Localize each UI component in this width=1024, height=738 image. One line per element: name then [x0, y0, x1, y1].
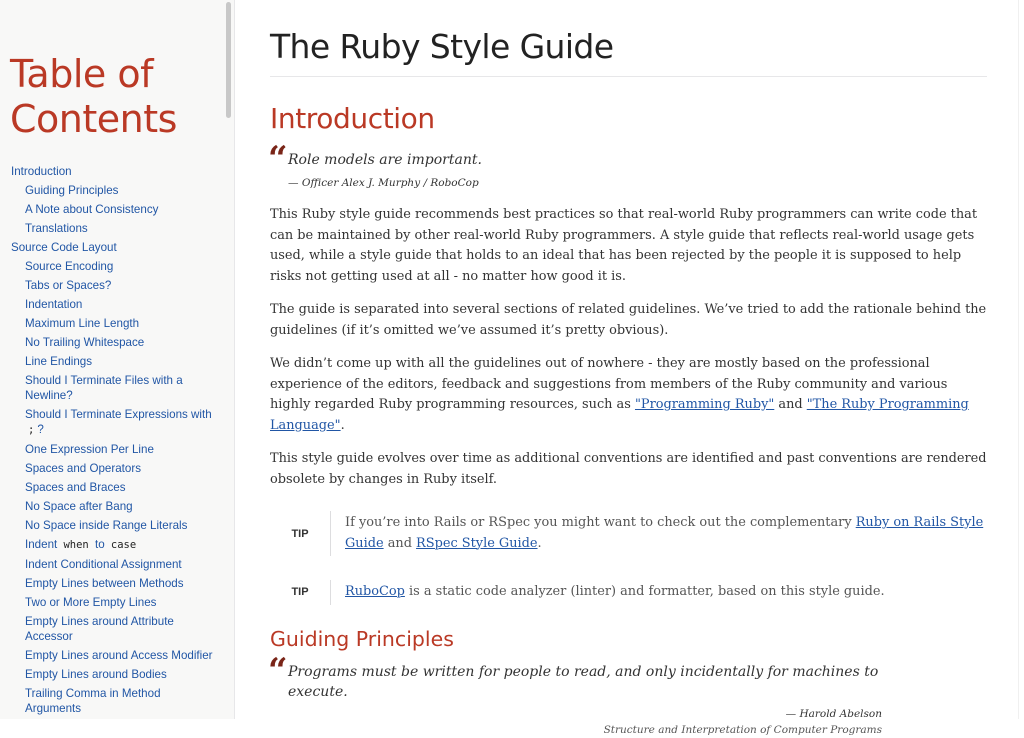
section-heading-introduction: Introduction [270, 102, 435, 135]
paragraph: The guide is separated into several sections of related guidelines. We’ve tried to add the rationale behind the guidelines (if it’s omitted we’ve assumed it’s pretty obvious). [270, 302, 987, 338]
quote-block [268, 650, 882, 738]
toc-link-empty-lines-attribute-accessor[interactable]: Empty Lines around Attribute Accessor [25, 615, 174, 643]
toc-link-source-encoding[interactable]: Source Encoding [25, 260, 114, 273]
toc-link-translations[interactable]: Translations [25, 222, 88, 235]
toc-link-no-space-range-literals[interactable]: No Space inside Range Literals [25, 519, 188, 532]
paragraph-text: We didn’t come up with all the guidelines out of nowhere - they are mostly based on the professional experience of the editors, feedback and suggestions from members of the Ruby community and various highly regarded Ruby programming resources, such as [270, 356, 948, 412]
quote-text: Role models are important. [288, 152, 482, 168]
paragraph-text: . [340, 417, 345, 433]
link-rails-style-guide[interactable]: Ruby on Rails Style Guide [345, 515, 984, 551]
quote-mark-icon: “ [268, 650, 288, 691]
link-rspec-style-guide[interactable]: RSpec Style Guide [416, 535, 538, 551]
quote-citation: Structure and Interpretation of Computer Programs [603, 723, 882, 736]
page-edge-divider [1018, 0, 1019, 719]
toc-link-trailing-comma-method-args[interactable]: Trailing Comma in Method Arguments [25, 687, 161, 715]
tip-text: and [383, 535, 417, 551]
toc-code: when [63, 539, 89, 551]
toc-link-two-or-more-empty-lines[interactable]: Two or More Empty Lines [25, 596, 157, 609]
tip-label: TIP [291, 586, 309, 599]
toc-link-empty-lines-bodies[interactable]: Empty Lines around Bodies [25, 668, 167, 681]
toc-link-text: to [95, 538, 105, 551]
tip-admonition [270, 511, 987, 556]
tip-admonition [270, 580, 987, 605]
toc-link-guiding-principles[interactable]: Guiding Principles [25, 184, 119, 197]
toc-link-text: Should I Terminate Expressions with [25, 408, 212, 421]
quote-mark-icon: “ [268, 139, 288, 179]
toc-link-empty-lines-between-methods[interactable]: Empty Lines between Methods [25, 577, 184, 590]
toc-link-text: ? [37, 423, 44, 436]
section-heading-guiding-principles: Guiding Principles [270, 626, 454, 651]
toc-link-source-code-layout[interactable]: Source Code Layout [11, 241, 117, 254]
toc-link-note-consistency[interactable]: A Note about Consistency [25, 203, 159, 216]
toc-link-one-expression-per-line[interactable]: One Expression Per Line [25, 443, 154, 456]
tip-text: is a static code analyzer (linter) and formatter, based on this style guide. [404, 584, 885, 599]
toc-code: ; [28, 424, 35, 436]
toc-link-text: Indent [25, 538, 58, 551]
toc-sidebar [0, 0, 235, 719]
quote-attribution: — Officer Alex J. Murphy / RoboCop [288, 177, 479, 189]
toc-link-max-line-length[interactable]: Maximum Line Length [25, 317, 140, 330]
toc-link-no-space-after-bang[interactable]: No Space after Bang [25, 500, 133, 513]
quote-block [268, 139, 987, 191]
toc-link-terminate-files-newline[interactable]: Should I Terminate Files with a Newline? [25, 374, 183, 402]
toc-link-indent-conditional-assignment[interactable]: Indent Conditional Assignment [25, 558, 182, 571]
paragraph [270, 354, 987, 436]
link-rubocop[interactable]: RuboCop [345, 584, 405, 599]
quote-attribution: — Harold Abelson [785, 707, 882, 720]
toc-link-tabs-or-spaces[interactable]: Tabs or Spaces? [25, 279, 112, 292]
tip-content [330, 580, 987, 605]
toc-list [0, 162, 234, 718]
link-ruby-programming-language[interactable]: "The Ruby Programming Language" [270, 397, 969, 433]
toc-link-spaces-braces[interactable]: Spaces and Braces [25, 481, 126, 494]
tip-content [330, 511, 987, 556]
toc-link-spaces-operators[interactable]: Spaces and Operators [25, 462, 142, 475]
paragraph: This Ruby style guide recommends best practices so that real-world Ruby programmers can write code that can be maintained by other real-world Ruby programmers. A style guide that reflects real-world usage gets used, while a style guide that holds to an ideal that has been rejected by the people it is supposed to help risks not getting used at all - no matter how good it is. [270, 207, 978, 284]
tip-text: If you’re into Rails or RSpec you might want to check out the complementary [345, 515, 856, 530]
toc-link-terminate-expressions[interactable] [25, 407, 214, 438]
toc-link-line-endings[interactable]: Line Endings [25, 355, 93, 368]
main-content [270, 0, 987, 738]
toc-code: case [110, 539, 137, 551]
toc-link-no-trailing-whitespace[interactable]: No Trailing Whitespace [25, 336, 145, 349]
tip-text: . [537, 535, 542, 551]
toc-scrollbar[interactable] [226, 2, 231, 118]
paragraph-text: and [774, 397, 807, 412]
toc-link-indentation[interactable]: Indentation [25, 298, 83, 311]
link-programming-ruby[interactable]: "Programming Ruby" [634, 397, 775, 412]
paragraph: This style guide evolves over time as additional conventions are identified and past conventions are rendered obsolete by changes in Ruby itself. [270, 451, 987, 487]
tip-label: TIP [291, 527, 309, 540]
toc-title: Table of Contents [10, 52, 177, 141]
toc-link-empty-lines-access-modifier[interactable]: Empty Lines around Access Modifier [25, 649, 213, 662]
page-title: The Ruby Style Guide [270, 27, 987, 77]
toc-link-indent-when-to-case[interactable] [25, 537, 214, 553]
toc-link-introduction[interactable]: Introduction [11, 165, 72, 178]
quote-text: Programs must be written for people to read, and only incidentally for machines to execute. [288, 663, 879, 700]
